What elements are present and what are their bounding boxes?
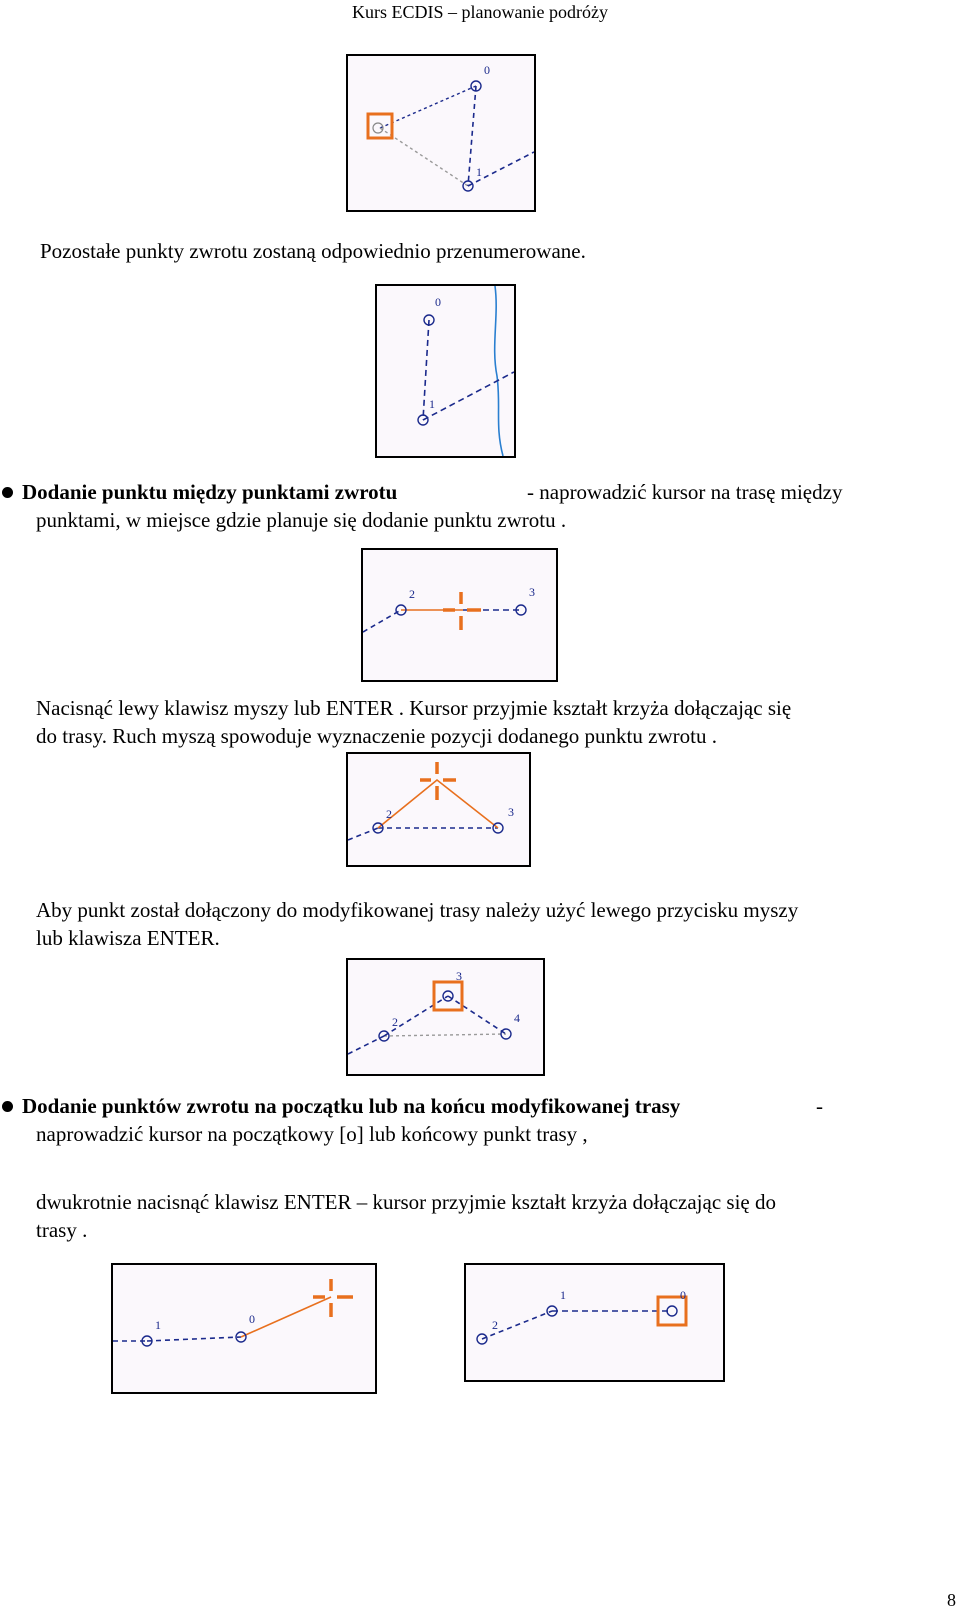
figure-renumbered-route <box>375 284 516 458</box>
waypoint-label: 1 <box>476 165 482 179</box>
add-ends-dash: - <box>816 1094 823 1118</box>
add-between-instruction: - naprowadzić kursor na trasę między <box>527 480 843 504</box>
waypoint-label: 3 <box>529 585 535 599</box>
waypoint-label: 2 <box>392 1015 398 1029</box>
waypoint-label: 0 <box>249 1312 255 1326</box>
double-enter-line2: trasy . <box>36 1218 88 1242</box>
add-between-line2: punktami, w miejsce gdzie planuje się dodanie punktu zwrotu . <box>36 508 567 532</box>
figure-delete-point <box>346 54 536 212</box>
bullet <box>2 487 13 498</box>
waypoint-label: 3 <box>456 969 462 983</box>
waypoint-label: 4 <box>514 1011 520 1025</box>
add-ends-heading: Dodanie punktów zwrotu na początku lub na końcu modyfikowanej trasy <box>22 1094 681 1118</box>
renumber-text: Pozostałe punkty zwrotu zostaną odpowiednio przenumerowane. <box>40 239 586 263</box>
figure-point-attached <box>346 958 545 1076</box>
figure-drag-point <box>346 752 531 867</box>
page-header: Kurs ECDIS – planowanie podróży <box>352 2 608 22</box>
press-left-line2: do trasy. Ruch myszą spowoduje wyznaczenie pozycji dodanego punktu zwrotu . <box>36 724 717 748</box>
waypoint-label: 0 <box>484 63 490 77</box>
attach-line1: Aby punkt został dołączony do modyfikowanej trasy należy użyć lewego przycisku myszy <box>36 898 799 922</box>
attach-line2: lub klawisza ENTER. <box>36 926 220 950</box>
double-enter-line1: dwukrotnie nacisnąć klawisz ENTER – kursor przyjmie kształt krzyża dołączając się do <box>36 1190 776 1214</box>
waypoint-label: 2 <box>386 807 392 821</box>
waypoint-label: 0 <box>435 295 441 309</box>
waypoint-label: 3 <box>508 805 514 819</box>
waypoint-label: 1 <box>429 397 435 411</box>
add-between-heading: Dodanie punktu między punktami zwrotu <box>22 480 398 504</box>
figure-extend-route <box>111 1263 377 1394</box>
figure-new-start-point <box>464 1263 725 1382</box>
press-left-line1: Nacisnąć lewy klawisz myszy lub ENTER . Kursor przyjmie kształt krzyża dołączając się <box>36 696 792 720</box>
waypoint-label: 1 <box>560 1288 566 1302</box>
page-number: 8 <box>947 1590 956 1610</box>
waypoint-label: 1 <box>155 1318 161 1332</box>
add-ends-line2: naprowadzić kursor na początkowy [o] lub końcowy punkt trasy , <box>36 1122 588 1146</box>
waypoint-label: 2 <box>492 1318 498 1332</box>
figure-cursor-on-route <box>361 548 558 682</box>
waypoint-label: 0 <box>680 1288 686 1302</box>
bullet <box>2 1101 13 1112</box>
waypoint-label: 2 <box>409 587 415 601</box>
